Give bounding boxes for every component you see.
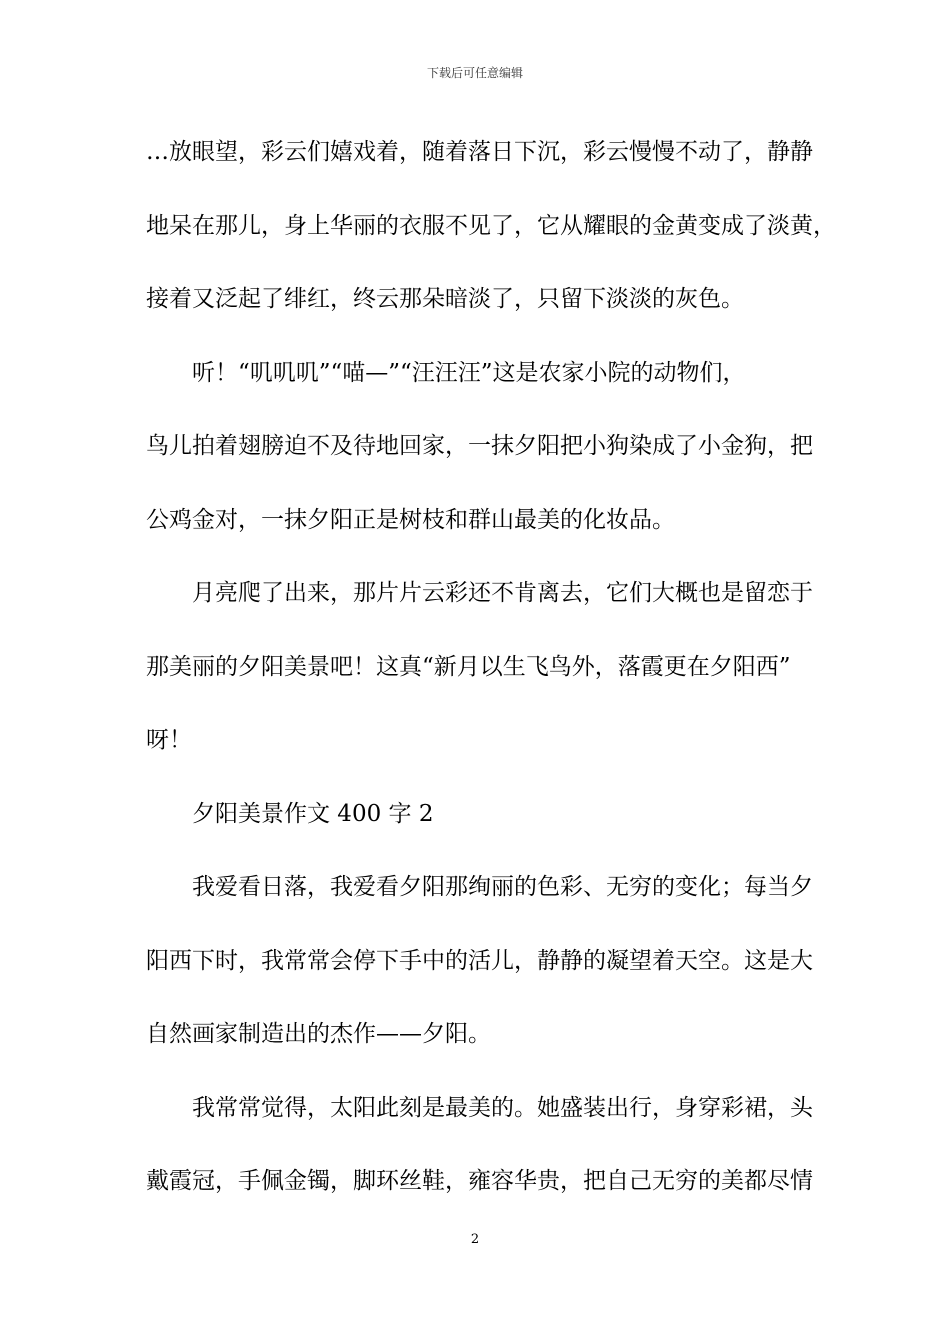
page-number: 2: [470, 1232, 480, 1247]
paragraph-start: 我爱看日落，我爱看夕阳那绚丽的色彩、无穷的变化；每当夕: [192, 874, 813, 900]
paragraph-start: 月亮爬了出来，那片片云彩还不肯离去，它们大概也是留恋于: [192, 580, 813, 606]
text-line: 呀！: [146, 727, 192, 753]
paragraph-start: 听！“叽叽叽”“喵—”“汪汪汪”这是农家小院的动物们，: [192, 359, 746, 386]
text-line: 地呆在那儿，身上华丽的衣服不见了，它从耀眼的金黄变成了淡黄，: [146, 212, 836, 239]
text-line: …放眼望，彩云们嬉戏着，随着落日下沉，彩云慢慢不动了，静静: [146, 139, 813, 165]
paragraph-start: 我常常觉得，太阳此刻是最美的。她盛装出行，身穿彩裙，头: [192, 1094, 813, 1121]
text-line: 戴霞冠，手佩金镯，脚环丝鞋，雍容华贵，把自己无穷的美都尽情: [146, 1168, 813, 1194]
page-header: 下载后可任意编辑: [426, 66, 523, 80]
document-body: [146, 128, 836, 1231]
section-heading: 夕阳美景作文 400 字 2: [192, 800, 434, 827]
text-line: 那美丽的夕阳美景吧！这真“新月以生飞鸟外，落霞更在夕阳西”: [146, 653, 791, 680]
text-line: 鸟儿拍着翅膀迫不及待地回家，一抹夕阳把小狗染成了小金狗，把: [146, 433, 813, 459]
text-line: 自然画家制造出的杰作——夕阳。: [146, 1021, 491, 1047]
text-line: 接着又泛起了绯红，终云那朵暗淡了，只留下淡淡的灰色。: [146, 286, 744, 312]
text-line: 公鸡金对，一抹夕阳正是树枝和群山最美的化妆品。: [146, 506, 675, 533]
text-line: 阳西下时，我常常会停下手中的活儿，静静的凝望着天空。这是大: [146, 947, 813, 974]
